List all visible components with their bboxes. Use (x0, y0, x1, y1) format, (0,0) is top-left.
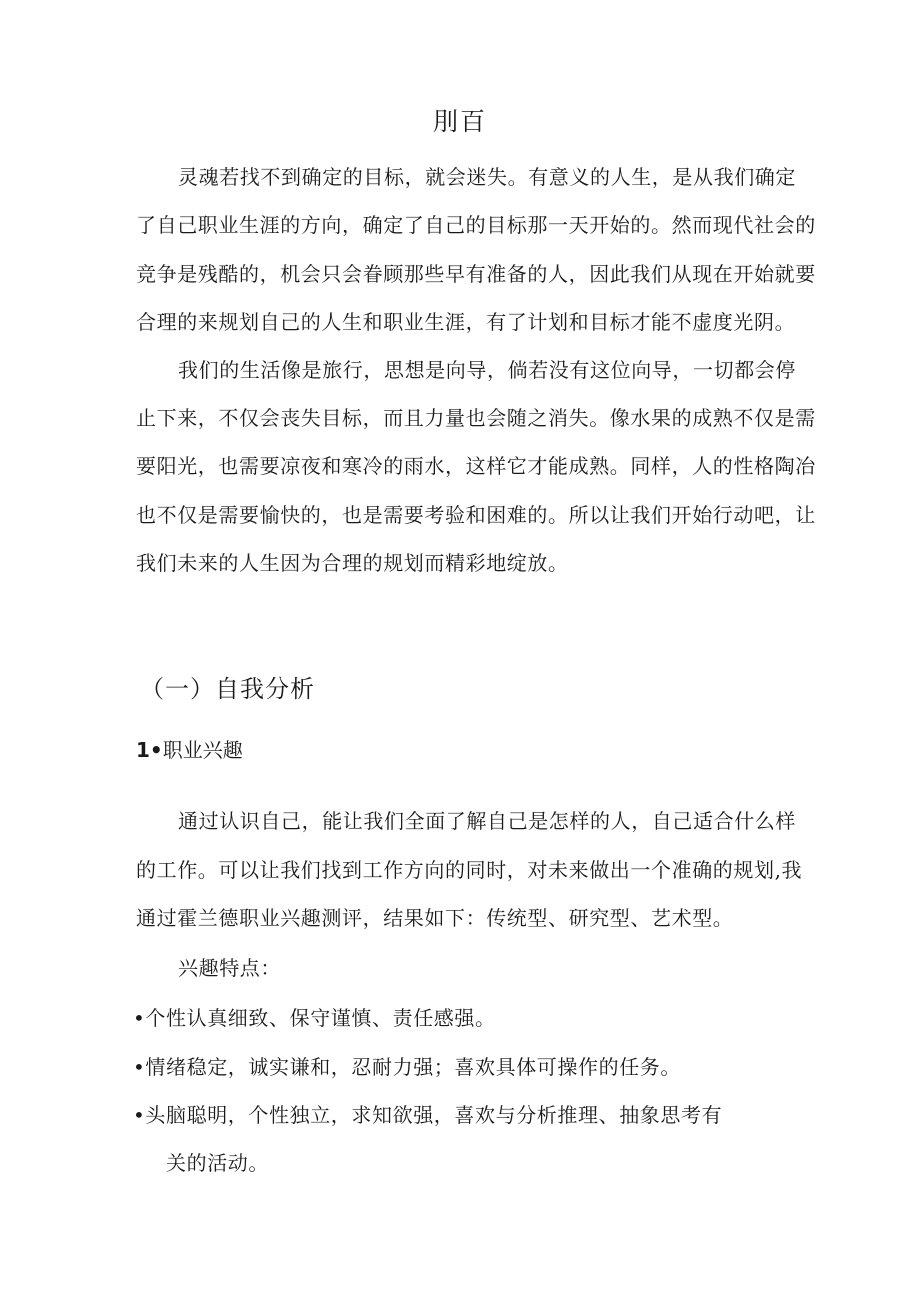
paragraph-line: 我们未来的人生因为合理的规划而精彩地绽放。 (136, 551, 569, 575)
paragraph-line: 也不仅是需要愉快的，也是需要考验和困难的。所以让我们开始行动吧，让 (136, 503, 816, 527)
paragraph-line: 的工作。可以让我们找到工作方向的同时，对未来做出一个准确的规划,我 (136, 858, 803, 882)
list-item: •个性认真细致、保守谨慎、责任感强。 (133, 1006, 496, 1030)
paragraph-line: 要阳光，也需要凉夜和寒冷的雨水，这样它才能成熟。同样，人的性格陶冶 (136, 454, 816, 478)
subsection-title: 职业兴趣 (162, 738, 243, 762)
subsection-number: 1• (136, 738, 163, 762)
paragraph-line: 竞争是残酷的，机会只会眷顾那些早有准备的人，因此我们从现在开始就要 (136, 262, 816, 286)
paragraph-line: 止下来，不仅会丧失目标，而且力量也会随之消失。像水果的成熟不仅是需 (136, 406, 816, 430)
paragraph-line: 通过霍兰德职业兴趣测评，结果如下：传统型、研究型、艺术型。 (136, 906, 734, 930)
traits-label: 兴趣特点： (178, 956, 281, 980)
paragraph-line: 合理的来规划自己的人生和职业生涯，有了计划和目标才能不虚度光阴。 (136, 310, 796, 334)
list-item: •情绪稳定，诚实谦和，忍耐力强；喜欢具体可操作的任务。 (133, 1055, 681, 1079)
paragraph-line: 灵魂若找不到确定的目标，就会迷失。有意义的人生，是从我们确定 (178, 165, 796, 189)
paragraph-line: 通过认识自己，能让我们全面了解自己是怎样的人，自己适合什么样 (178, 809, 796, 833)
paragraph-line: 了自己职业生涯的方向，确定了自己的目标那一天开始的。然而现代社会的 (136, 213, 816, 237)
list-item-continuation: 关的活动。 (166, 1151, 269, 1175)
section-heading: （一）自我分析 (140, 675, 315, 703)
list-item: •头脑聪明，个性独立，求知欲强，喜欢与分析推理、抽象思考有 (133, 1103, 723, 1127)
paragraph-line: 我们的生活像是旅行，思想是向导，倘若没有这位向导，一切都会停 (178, 358, 796, 382)
subsection-heading (136, 735, 243, 765)
page-title: 刖百 (432, 107, 487, 136)
